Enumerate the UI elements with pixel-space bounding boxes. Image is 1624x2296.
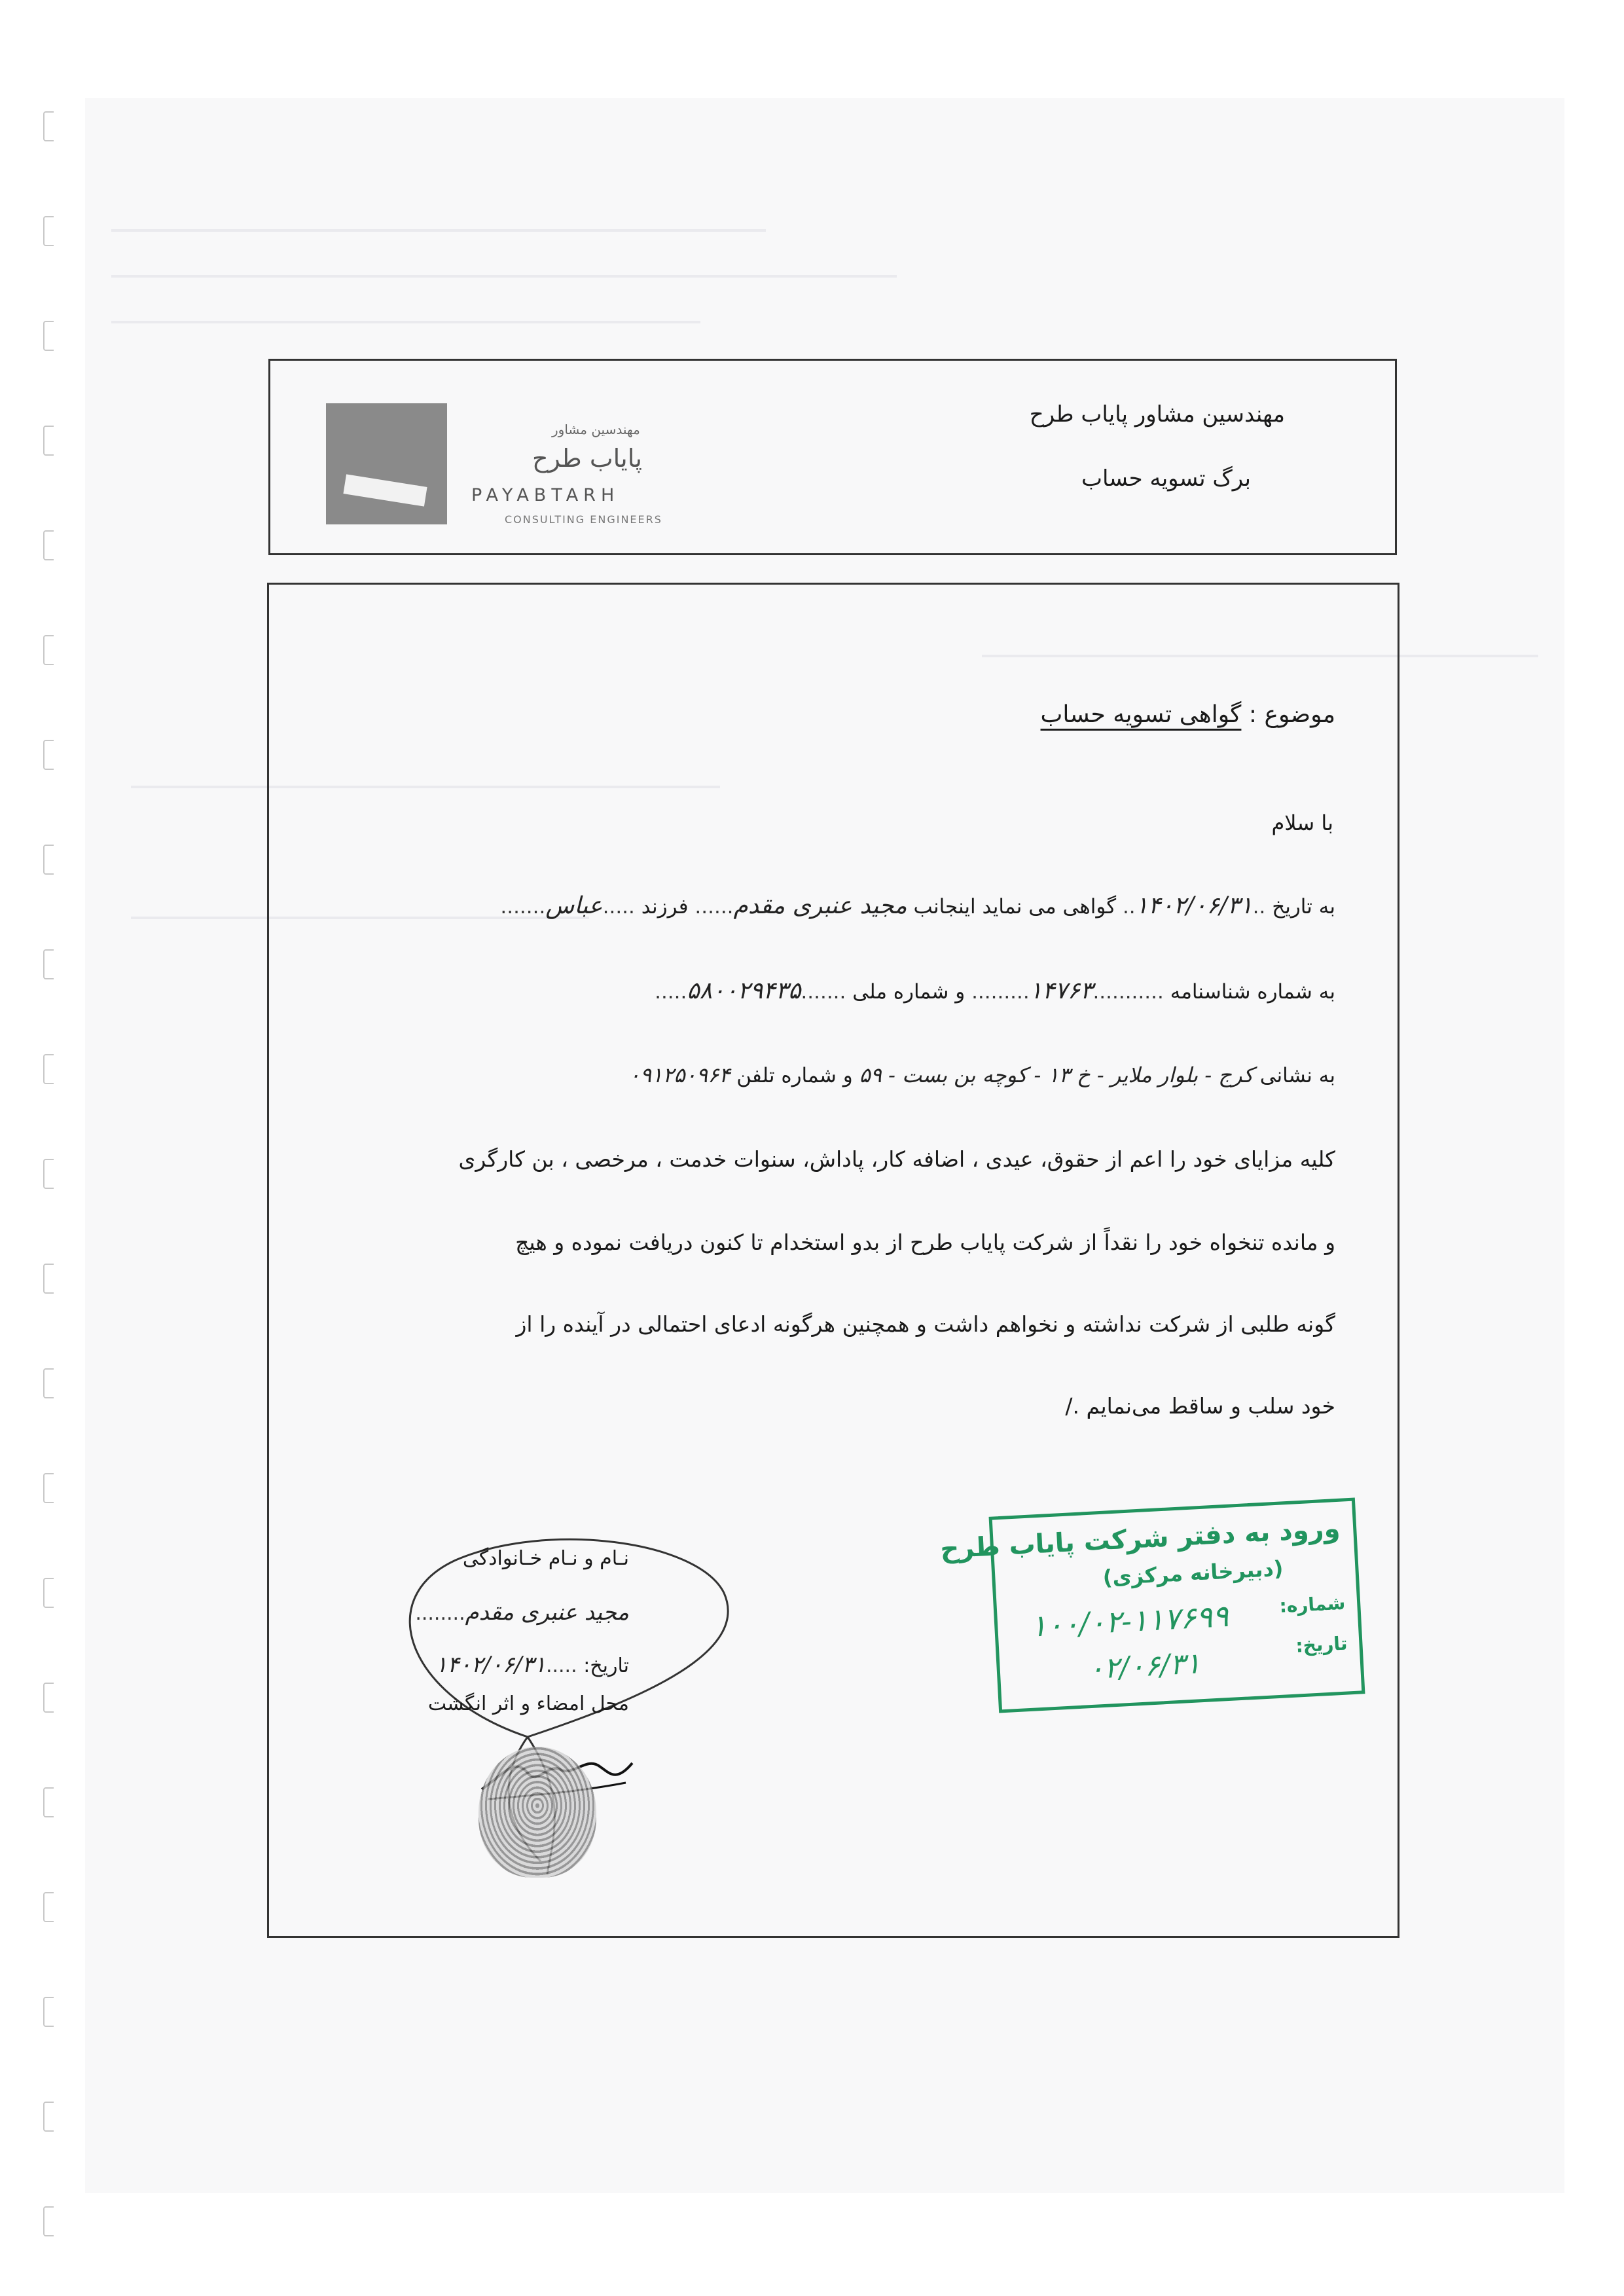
- id-prefix: به شماره شناسنامه: [1170, 980, 1335, 1004]
- body-paragraph-line-4: خود سلب و ساقط می‌نمایم ./: [1065, 1393, 1335, 1419]
- name-field: مجید عنبری مقدم........: [415, 1599, 629, 1626]
- company-logo: [326, 403, 719, 534]
- handwritten-name: مجید عنبری مقدم: [733, 892, 907, 919]
- binder-hole: [43, 1892, 54, 1922]
- binder-hole: [43, 111, 54, 141]
- handwritten-national-id: ۵۸۰۰۲۹۴۳۵: [687, 977, 801, 1004]
- binder-hole: [43, 740, 54, 770]
- stamp-number-label: شماره:: [1278, 1592, 1346, 1617]
- body-paragraph-line-1: کلیه مزایای خود را اعم از حقوق، عیدی ، اضافه کار، پاداش، سنوات خدمت ، مرخصی ، بن کارگری: [458, 1146, 1335, 1172]
- logo-mark-icon: [326, 403, 447, 524]
- address-prefix: به نشانی: [1259, 1064, 1335, 1087]
- binder-hole: [43, 321, 54, 351]
- signature-place-label: محل امضاء و اثر انگشت: [427, 1692, 629, 1715]
- binder-hole: [43, 949, 54, 979]
- greeting: با سلام: [1271, 811, 1333, 835]
- binder-hole: [43, 1264, 54, 1294]
- stamp-number-value: ۱۰۰/۰۲-۱۱۷۶۹۹: [1029, 1597, 1230, 1644]
- binder-hole: [43, 1368, 54, 1398]
- phone-label: و شماره تلفن: [736, 1064, 853, 1087]
- body-paragraph-line-3: گونه طلبی از شرکت نداشته و نخواهم داشت و همچنین هرگونه ادعای احتمالی در آینده را از: [516, 1311, 1335, 1337]
- date-name-line: به تاریخ ..۱۴۰۲/۰۶/۳۱.. گواهی می نماید اینجانب مجید عنبری مقدم...... فرزند .....عباس.......: [500, 892, 1335, 919]
- address-line: [629, 1063, 1335, 1087]
- binder-hole: [43, 1787, 54, 1817]
- binder-hole: [43, 1159, 54, 1189]
- show-through-line: [111, 229, 766, 232]
- binder-hole: [43, 635, 54, 665]
- fingerprint: [478, 1747, 596, 1878]
- handwritten-date: ۱۴۰۲/۰۶/۳۱: [1135, 892, 1253, 919]
- binder-hole: [43, 530, 54, 560]
- stamp-subtitle: (دبیرخانه مرکزی): [1102, 1556, 1284, 1590]
- handwritten-address: کرج - بلوار ملایر - خ ۱۳ - کوچه بن بست - ۵۹: [859, 1063, 1254, 1087]
- logo-text-name-latin: PAYABTARH: [471, 485, 620, 505]
- company-name: مهندسین مشاور پایاب طرح: [1029, 401, 1285, 428]
- stamp-date-value: ۰۲/۰۶/۳۱: [1087, 1647, 1202, 1686]
- handwritten-sign-date: ۱۴۰۲/۰۶/۳۱: [435, 1652, 546, 1678]
- certificate-body: [267, 583, 1399, 1938]
- handwritten-id-number: ۱۴۷۶۳: [1029, 977, 1093, 1004]
- handwritten-signer-name: مجید عنبری مقدم: [465, 1599, 629, 1626]
- national-id-label: و شماره ملی: [852, 980, 965, 1004]
- stamp-title: ورود به دفتر شرکت پایاب طرح: [939, 1513, 1341, 1565]
- binder-hole: [43, 1054, 54, 1084]
- subject-value: گواهی تسویه حساب: [1040, 701, 1242, 728]
- binder-hole: [43, 845, 54, 875]
- stamp-date-label: تاریخ:: [1295, 1632, 1348, 1657]
- binder-hole: [43, 1997, 54, 2027]
- secretariat-stamp: [939, 1498, 1365, 1713]
- date-label: تاریخ:: [583, 1654, 629, 1677]
- binder-hole: [43, 426, 54, 456]
- binder-hole: [43, 216, 54, 246]
- binder-hole: [43, 1578, 54, 1608]
- binder-holes: [38, 0, 64, 2296]
- logo-text-consulting-latin: CONSULTING ENGINEERS: [505, 513, 662, 526]
- id-line: به شماره شناسنامه ...........۱۴۷۶۳......... و شماره ملی .......۵۸۰۰۲۹۴۳۵.....: [655, 977, 1335, 1004]
- binder-hole: [43, 2206, 54, 2236]
- binder-hole: [43, 1473, 54, 1503]
- date-prefix: به تاریخ: [1272, 895, 1335, 919]
- certify-text: گواهی می نماید اینجانب: [913, 895, 1117, 919]
- handwritten-phone: ۰۹۱۲۵۰۹۶۴: [628, 1063, 731, 1087]
- subject-line: [1041, 701, 1335, 728]
- form-title: برگ تسویه حساب: [1081, 465, 1251, 492]
- subject-label: موضوع :: [1248, 701, 1335, 728]
- show-through-line: [111, 321, 700, 323]
- body-paragraph-line-2: و مانده تنخواه خود را نقداً از شرکت پایاب طرح از بدو استخدام تا کنون دریافت نموده و هیچ: [515, 1230, 1335, 1255]
- handwritten-father-name: عباس: [545, 892, 603, 919]
- father-label: فرزند: [641, 895, 689, 919]
- show-through-line: [111, 275, 897, 278]
- logo-text-name-fa: پایاب طرح: [532, 444, 642, 473]
- binder-hole: [43, 2102, 54, 2132]
- name-label: نـام و نـام خـانوادگی: [462, 1547, 629, 1570]
- letterhead-box: [268, 359, 1397, 555]
- signature-block: [331, 1521, 789, 1887]
- binder-hole: [43, 1683, 54, 1713]
- date-field: تاریخ: .....۱۴۰۲/۰۶/۳۱: [435, 1652, 629, 1678]
- logo-text-consulting-fa: مهندسین مشاور: [552, 422, 640, 437]
